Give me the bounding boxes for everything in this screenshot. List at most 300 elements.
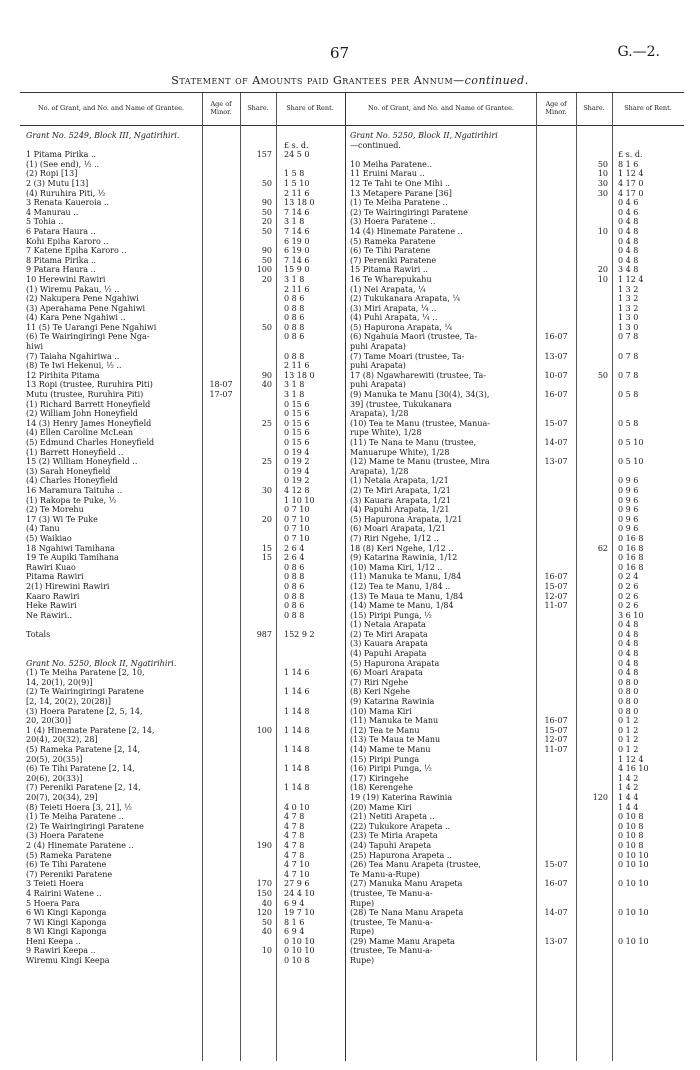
grantee-name: (1) Netaia Arapata, 1/21 bbox=[350, 476, 449, 486]
grantee-name: (1) Nei Arapata, ¼ bbox=[350, 284, 426, 294]
share-value: 30 bbox=[261, 485, 272, 495]
table-row bbox=[26, 294, 344, 304]
grantee-name: (15) Piripi Punga bbox=[350, 754, 420, 764]
table-row bbox=[350, 304, 684, 314]
grantee-name: rupe White), 1/28 bbox=[350, 428, 422, 438]
grantees-table bbox=[20, 92, 684, 1061]
rent-value: 6 9 4 bbox=[284, 927, 305, 937]
page-header bbox=[0, 44, 700, 62]
rent-value: 6 19 0 bbox=[284, 236, 310, 246]
rent-value: 0 5 10 bbox=[618, 438, 644, 447]
grantee-name: (3) Hoera Paratene .. bbox=[350, 217, 436, 227]
rent-value: 0 15 6 bbox=[284, 399, 310, 409]
grantee-name: (8) Teieti Hoera [3, 21], ½ bbox=[26, 802, 133, 812]
grantee-name: (1) Wiremu Pakau, ½ .. bbox=[26, 284, 120, 294]
grantee-name: 10 Meiha Paratene.. bbox=[350, 159, 432, 169]
table-row bbox=[26, 505, 344, 515]
rent-value: 1 3 0 bbox=[618, 322, 639, 332]
table-row bbox=[350, 927, 684, 937]
rent-value: 8 1 6 bbox=[284, 917, 305, 927]
table-row bbox=[26, 937, 344, 947]
grantee-name: 18 Ngahiwi Tamihana bbox=[26, 543, 115, 553]
grantee-name: 5 Hoera Para bbox=[26, 898, 80, 908]
rent-value: 1 3 2 bbox=[618, 294, 639, 304]
minor-age: 12-07 bbox=[544, 591, 568, 601]
rent-value: 2 11 6 bbox=[284, 361, 310, 371]
grantee-name: (4) Kara Pene Ngahiwi .. bbox=[26, 313, 126, 323]
rent-value: 2 6 4 bbox=[284, 553, 305, 563]
rent-value: £ s. d. bbox=[284, 140, 309, 150]
share-value: 10 bbox=[597, 226, 608, 236]
table-row bbox=[26, 899, 344, 909]
grantee-name: Rupe) bbox=[350, 898, 375, 908]
rent-value: 3 1 8 bbox=[284, 274, 305, 284]
grantee-name: (3) Kauara Arapata, 1/21 bbox=[350, 495, 451, 505]
table-row bbox=[350, 592, 684, 602]
grantee-name: 7 Katene Epiha Karoro .. bbox=[26, 246, 127, 256]
rent-value: 0 19 2 bbox=[284, 476, 310, 486]
rent-value: 0 9 6 bbox=[618, 514, 639, 524]
share-value: 50 bbox=[261, 207, 272, 217]
grantee-name: Te Manu-a-Rupe) bbox=[350, 869, 420, 879]
rent-value: 0 7 8 bbox=[618, 332, 639, 342]
rent-value: 3 1 8 bbox=[284, 390, 305, 400]
grantee-name: (1) Rakopa te Puke, ½ bbox=[26, 495, 117, 505]
table-row bbox=[350, 726, 684, 736]
grantee-name: (4) Puhi Arapata, ¼ .. bbox=[350, 313, 438, 323]
grantee-name: (1) Richard Barrett Honeyfield bbox=[26, 399, 151, 409]
share-value: 30 bbox=[597, 178, 608, 188]
table-row bbox=[26, 390, 344, 400]
rent-value: 0 4 8 bbox=[618, 217, 639, 227]
rent-value: 4 17 0 bbox=[618, 188, 644, 198]
share-value: 150 bbox=[256, 888, 272, 898]
share-value: 30 bbox=[597, 188, 608, 198]
grantee-name: 17 (3) Wi Te Puke bbox=[26, 514, 98, 524]
rent-value: 0 4 8 bbox=[618, 639, 639, 649]
grantee-name: (10) Tea te Manu (trustee, Manua- bbox=[350, 418, 490, 428]
share-value: 50 bbox=[261, 917, 272, 927]
table-row bbox=[26, 524, 344, 534]
grantee-name: (5) Rameka Paratene bbox=[26, 850, 112, 860]
table-row bbox=[26, 227, 344, 237]
share-value: 190 bbox=[256, 840, 272, 850]
table-row bbox=[26, 131, 344, 141]
rent-value: 0 1 2 bbox=[618, 735, 639, 745]
rent-value: 0 10 8 bbox=[618, 812, 644, 822]
rent-value: 0 4 8 bbox=[618, 255, 639, 265]
grantee-name: 17 (8) Ngawharewiti (trustee, Ta- bbox=[350, 370, 486, 380]
table-row bbox=[350, 265, 684, 275]
grantee-name: 14 (3) Henry James Honeyfield bbox=[26, 418, 152, 428]
grantee-name: (14) Mame te Manu, 1/84 bbox=[350, 601, 454, 611]
table-row bbox=[26, 486, 344, 496]
grantee-name: (7) Riri Ngehe, 1/12 .. bbox=[350, 533, 439, 543]
table-row bbox=[350, 793, 684, 803]
grantee-name: 12 Te Tahi te One Mihi .. bbox=[350, 178, 451, 188]
share-value: 10 bbox=[597, 169, 608, 179]
table-row bbox=[26, 851, 344, 861]
grantee-name: (3) Miri Arapata, ¼ .. bbox=[350, 303, 437, 313]
rent-value: 8 1 6 bbox=[618, 159, 639, 169]
rent-value: 4 7 10 bbox=[284, 860, 310, 870]
rent-value: 1 14 8 bbox=[284, 706, 310, 716]
grantee-name: (1) Te Meiha Paratene [2, 10, bbox=[26, 668, 145, 678]
rent-value: 0 8 8 bbox=[284, 303, 305, 313]
table-row bbox=[26, 304, 344, 314]
table-row bbox=[350, 313, 684, 323]
grantee-name: 20(4), 20(32), 28] bbox=[26, 735, 98, 745]
minor-age: 13-07 bbox=[544, 936, 568, 946]
grantee-name: (5) Waikiao bbox=[26, 533, 72, 543]
table-row bbox=[26, 189, 344, 199]
grantee-name: (1) Netaia Arapata bbox=[350, 620, 426, 630]
minor-age: 14-07 bbox=[544, 438, 568, 447]
table-row bbox=[26, 687, 344, 697]
grantee-name: (12) Tea te Manu bbox=[350, 725, 420, 735]
grantee-name: (11) Te Nana te Manu (trustee, bbox=[350, 438, 477, 447]
rent-value: 0 9 6 bbox=[618, 476, 639, 486]
left-column bbox=[26, 131, 344, 966]
grantee-name: 16 Te Wharepukahu bbox=[350, 274, 432, 284]
grantee-name: (4) Papuhi Arapata, 1/21 bbox=[350, 505, 450, 515]
rent-value: 0 10 10 bbox=[618, 908, 649, 918]
table-row bbox=[350, 831, 684, 841]
grantee-name: (6) Te Tihi Paratene bbox=[350, 246, 431, 256]
grantee-name: (8) Keri Ngehe bbox=[350, 687, 411, 697]
grantee-name: 3 Teieti Hoera bbox=[26, 879, 84, 889]
rent-value: 1 4 2 bbox=[618, 783, 639, 793]
grantee-name: (2) Tukukanara Arapata, ¼ bbox=[350, 294, 461, 304]
rent-value: 0 2 4 bbox=[618, 572, 639, 582]
rent-value: 6 19 0 bbox=[284, 246, 310, 256]
rent-value: 0 7 8 bbox=[618, 351, 639, 361]
table-row bbox=[26, 515, 344, 525]
grantee-name: (2) Te Wairingiringi Paratene bbox=[26, 821, 144, 831]
rent-value: 0 5 8 bbox=[618, 418, 639, 428]
table-row bbox=[350, 486, 684, 496]
rent-value: 0 8 8 bbox=[284, 591, 305, 601]
table-row bbox=[26, 428, 344, 438]
rent-value: 1 4 4 bbox=[618, 792, 639, 802]
rent-value: 0 10 8 bbox=[284, 956, 310, 966]
page-number: 67 bbox=[330, 44, 350, 62]
table-row bbox=[350, 774, 684, 784]
rent-value: 1 14 8 bbox=[284, 783, 310, 793]
rent-value: 0 10 10 bbox=[618, 879, 649, 889]
grantee-name: (7) Pereniki Paratene bbox=[350, 255, 437, 265]
grantee-name: (1) (See end), ½ .. bbox=[26, 159, 100, 169]
table-row bbox=[26, 592, 344, 602]
grantee-name: [2, 14, 20(2), 20(28)] bbox=[26, 697, 111, 707]
grantee-name: (2) Nakupera Pene Ngahiwi bbox=[26, 294, 139, 304]
table-row bbox=[26, 649, 344, 659]
rent-value: 7 14 6 bbox=[284, 207, 310, 217]
table-row bbox=[26, 870, 344, 880]
table-row bbox=[26, 160, 344, 170]
grantee-name: (24) Tapuhi Arapeta bbox=[350, 840, 432, 850]
grantee-name: (2) Te Wairingiringi Paratene bbox=[350, 207, 468, 217]
table-row bbox=[26, 659, 344, 669]
rent-value: 0 9 6 bbox=[618, 524, 639, 534]
table-row bbox=[350, 448, 684, 458]
table-row bbox=[350, 169, 684, 179]
grantee-name: (2) Te Morehu bbox=[26, 505, 84, 515]
rent-value: 0 8 8 bbox=[284, 322, 305, 332]
table-row bbox=[26, 572, 344, 582]
table-row bbox=[26, 217, 344, 227]
table-row bbox=[26, 265, 344, 275]
rent-value: 0 7 10 bbox=[284, 505, 310, 515]
table-row bbox=[350, 246, 684, 256]
grantee-name: (10) Mama Kiri bbox=[350, 706, 412, 716]
share-value: 40 bbox=[261, 380, 272, 390]
rent-value: 0 8 0 bbox=[618, 687, 639, 697]
share-value: 100 bbox=[256, 265, 272, 275]
table-row bbox=[350, 150, 684, 160]
share-value: 40 bbox=[261, 898, 272, 908]
rent-value: 13 18 0 bbox=[284, 370, 315, 380]
title-main: Statement of Amounts paid Grantees per Annum bbox=[171, 74, 454, 87]
rent-value: 0 9 6 bbox=[618, 495, 639, 505]
grantee-name: puhi Arapata) bbox=[350, 361, 406, 371]
rent-value: 0 15 6 bbox=[284, 438, 310, 447]
rent-value: 0 8 6 bbox=[284, 581, 305, 591]
share-value: 15 bbox=[261, 543, 272, 553]
grantee-name: (13) Te Maua te Manu bbox=[350, 735, 441, 745]
rent-value: 0 4 8 bbox=[618, 246, 639, 256]
table-row bbox=[26, 457, 344, 467]
grantee-name: (6) Te Tihi Paratene bbox=[26, 860, 107, 870]
grantee-name: 2 (4) Hinemate Paratene .. bbox=[26, 840, 134, 850]
table-row bbox=[350, 870, 684, 880]
grantee-name: (6) Moari Arapata bbox=[350, 668, 423, 678]
rent-value: 4 16 10 bbox=[618, 764, 649, 774]
table-row bbox=[350, 256, 684, 266]
table-row bbox=[350, 198, 684, 208]
rent-value: 0 8 6 bbox=[284, 601, 305, 611]
table-row bbox=[350, 879, 684, 889]
grantee-name: 9 Rawiri Keepa .. bbox=[26, 946, 96, 956]
grantee-name: Ne Rawiri.. bbox=[26, 610, 73, 620]
rent-value: 0 15 6 bbox=[284, 418, 310, 428]
grantee-name: (23) Te Miria Arapeta bbox=[350, 831, 438, 841]
share-value: 120 bbox=[592, 792, 608, 802]
rent-value: 24 4 10 bbox=[284, 888, 315, 898]
share-value: 20 bbox=[261, 217, 272, 227]
minor-age: 16-07 bbox=[544, 572, 568, 582]
table-row bbox=[350, 217, 684, 227]
minor-age: 11-07 bbox=[544, 601, 568, 611]
table-row bbox=[350, 352, 684, 362]
table-row bbox=[350, 189, 684, 199]
grantee-name: 1 Pitama Pirika .. bbox=[26, 150, 97, 160]
grantee-name: (3) Aperahama Pene Ngahiwi bbox=[26, 303, 146, 313]
table-row bbox=[350, 899, 684, 909]
rent-value: 0 10 10 bbox=[284, 946, 315, 956]
share-value: 987 bbox=[256, 629, 272, 639]
rent-value: 4 7 8 bbox=[284, 812, 305, 822]
table-row bbox=[350, 582, 684, 592]
left-share-header: Share. bbox=[247, 104, 269, 113]
rent-value: 1 12 4 bbox=[618, 754, 644, 764]
share-value: 90 bbox=[261, 198, 272, 208]
rent-value: 0 4 6 bbox=[618, 207, 639, 217]
minor-age: 16-07 bbox=[544, 390, 568, 400]
grantee-name: 39] (trustee, Tukukanara bbox=[350, 399, 452, 409]
rent-value: 3 1 8 bbox=[284, 380, 305, 390]
grantee-name: (8) Te Iwi Hekenui, ½ .. bbox=[26, 361, 122, 371]
page-title bbox=[0, 74, 700, 87]
table-row bbox=[350, 956, 684, 966]
center-divider bbox=[345, 93, 346, 1061]
share-value: 157 bbox=[256, 150, 272, 160]
table-row bbox=[26, 620, 344, 630]
rent-value: 1 3 0 bbox=[618, 313, 639, 323]
rent-value: 6 9 4 bbox=[284, 898, 305, 908]
grantee-name: (6) Ngahuia Maori (trustee, Ta- bbox=[350, 332, 478, 342]
table-row bbox=[350, 141, 684, 151]
rent-value: 0 8 6 bbox=[284, 294, 305, 304]
table-row bbox=[26, 438, 344, 448]
grantee-name: 15 (2) William Honeyfield .. bbox=[26, 457, 138, 467]
grantee-name: 13 Ropi (trustee, Ruruhira Piti) bbox=[26, 380, 153, 390]
table-row bbox=[26, 812, 344, 822]
grantee-name: 16 Maramura Taituha .. bbox=[26, 485, 123, 495]
share-value: 100 bbox=[256, 725, 272, 735]
rent-value: 1 10 10 bbox=[284, 495, 315, 505]
minor-age: 16-07 bbox=[544, 879, 568, 889]
minor-age: 16-07 bbox=[544, 332, 568, 342]
grantee-name: 5 Tohia .. bbox=[26, 217, 64, 227]
share-value: 170 bbox=[256, 879, 272, 889]
table-row bbox=[26, 476, 344, 486]
table-row bbox=[350, 496, 684, 506]
share-value: 50 bbox=[597, 159, 608, 169]
grantee-name: 19 (19) Katerina Rawinia bbox=[350, 792, 453, 802]
table-row bbox=[350, 294, 684, 304]
rent-value: 0 19 4 bbox=[284, 447, 310, 457]
table-row bbox=[350, 812, 684, 822]
rent-value: 0 10 10 bbox=[618, 860, 649, 870]
table-row bbox=[26, 198, 344, 208]
table-row bbox=[350, 390, 684, 400]
table-row bbox=[350, 131, 684, 141]
grantee-name: 6 Patara Haura .. bbox=[26, 226, 96, 236]
table-row bbox=[26, 889, 344, 899]
grantee-name: (2) Te Miri Arapata bbox=[350, 629, 428, 639]
table-row bbox=[26, 726, 344, 736]
grantee-name: (2) Te Miri Arapata, 1/21 bbox=[350, 485, 451, 495]
table-row bbox=[350, 908, 684, 918]
rent-value: 0 4 8 bbox=[618, 649, 639, 659]
table-row bbox=[350, 946, 684, 956]
rent-value: 0 4 6 bbox=[618, 198, 639, 208]
share-value: 50 bbox=[261, 178, 272, 188]
minor-age: 17-07 bbox=[209, 390, 233, 400]
grantee-name: 1 (4) Hinemate Paratene [2, 14, bbox=[26, 725, 155, 735]
rent-value: 0 15 6 bbox=[284, 409, 310, 419]
table-row bbox=[350, 755, 684, 765]
rent-value: 24 5 0 bbox=[284, 150, 310, 160]
right-share-header: Share. bbox=[583, 104, 605, 113]
rent-value: 0 8 6 bbox=[284, 313, 305, 323]
table-row bbox=[350, 371, 684, 381]
table-row bbox=[350, 342, 684, 352]
grantee-name: Grant No. 5250, Block II, Ngatirihiri bbox=[350, 131, 498, 140]
rent-value: 1 5 8 bbox=[284, 169, 305, 179]
table-row bbox=[350, 323, 684, 333]
grantee-name: Totals bbox=[26, 629, 51, 639]
grantee-name: Rawiri Kuao bbox=[26, 562, 76, 572]
grantee-name: (5) Hapurona Arapata, ¼ bbox=[350, 322, 453, 332]
table-row bbox=[350, 467, 684, 477]
table-row bbox=[350, 553, 684, 563]
table-row bbox=[350, 400, 684, 410]
table-row bbox=[350, 476, 684, 486]
grantee-name: (27) Manuka Manu Arapeta bbox=[350, 879, 463, 889]
table-row bbox=[350, 179, 684, 189]
grantee-name: 20(5), 20(35)] bbox=[26, 754, 83, 764]
grantee-name: (1) Te Meiha Paratene .. bbox=[350, 198, 448, 208]
rent-value: 1 14 6 bbox=[284, 687, 310, 697]
rent-value: 0 8 8 bbox=[284, 351, 305, 361]
rent-value: 0 4 8 bbox=[618, 658, 639, 668]
share-value: 25 bbox=[261, 457, 272, 467]
grantee-name: Heke Rawiri bbox=[26, 601, 77, 611]
rent-value: 0 10 8 bbox=[618, 840, 644, 850]
share-value: 25 bbox=[261, 418, 272, 428]
table-row bbox=[350, 409, 684, 419]
grantee-name: 20(7), 20(34), 29] bbox=[26, 792, 98, 802]
rent-value: 0 5 8 bbox=[618, 390, 639, 400]
table-row bbox=[350, 563, 684, 573]
grantee-name: 14 (4) Hinemate Paratene .. bbox=[350, 226, 463, 236]
table-row bbox=[26, 256, 344, 266]
table-row bbox=[350, 841, 684, 851]
rent-value: 0 2 6 bbox=[618, 601, 639, 611]
table-row bbox=[26, 668, 344, 678]
rent-value: 2 11 6 bbox=[284, 284, 310, 294]
rent-value: 0 8 0 bbox=[618, 706, 639, 716]
table-row bbox=[26, 678, 344, 688]
table-row bbox=[350, 534, 684, 544]
grantee-name: (3) Kauara Arapata bbox=[350, 639, 428, 649]
rent-value: 0 10 10 bbox=[618, 850, 649, 860]
grantee-name: (6) Te Wairingiringi Pene Nga- bbox=[26, 332, 150, 342]
rent-value: 4 17 0 bbox=[618, 178, 644, 188]
grantee-name: 11 Eruini Marau .. bbox=[350, 169, 425, 179]
grantee-name: (7) Taiaha Ngahiriwa .. bbox=[26, 351, 120, 361]
grantee-name: (15) Piripi Punga, ½ bbox=[350, 610, 432, 620]
grantee-name: (5) Hapurona Arapata, 1/21 bbox=[350, 514, 463, 524]
table-row bbox=[350, 803, 684, 813]
table-row bbox=[26, 246, 344, 256]
rent-value: 0 1 2 bbox=[618, 725, 639, 735]
grantee-name: (2) William John Honeyfield bbox=[26, 409, 138, 419]
minor-age: 14-07 bbox=[544, 908, 568, 918]
rent-value: 4 7 8 bbox=[284, 821, 305, 831]
table-row bbox=[26, 783, 344, 793]
rent-value: 3 4 8 bbox=[618, 265, 639, 275]
grantee-name: (3) Hoera Paratene bbox=[26, 831, 104, 841]
grantee-name: (9) Manuka te Manu [30(4), 34(3), bbox=[350, 390, 490, 400]
share-value: 10 bbox=[597, 274, 608, 284]
table-row bbox=[350, 889, 684, 899]
rent-value: 1 14 6 bbox=[284, 668, 310, 678]
table-row bbox=[350, 697, 684, 707]
rent-value: 4 7 8 bbox=[284, 831, 305, 841]
